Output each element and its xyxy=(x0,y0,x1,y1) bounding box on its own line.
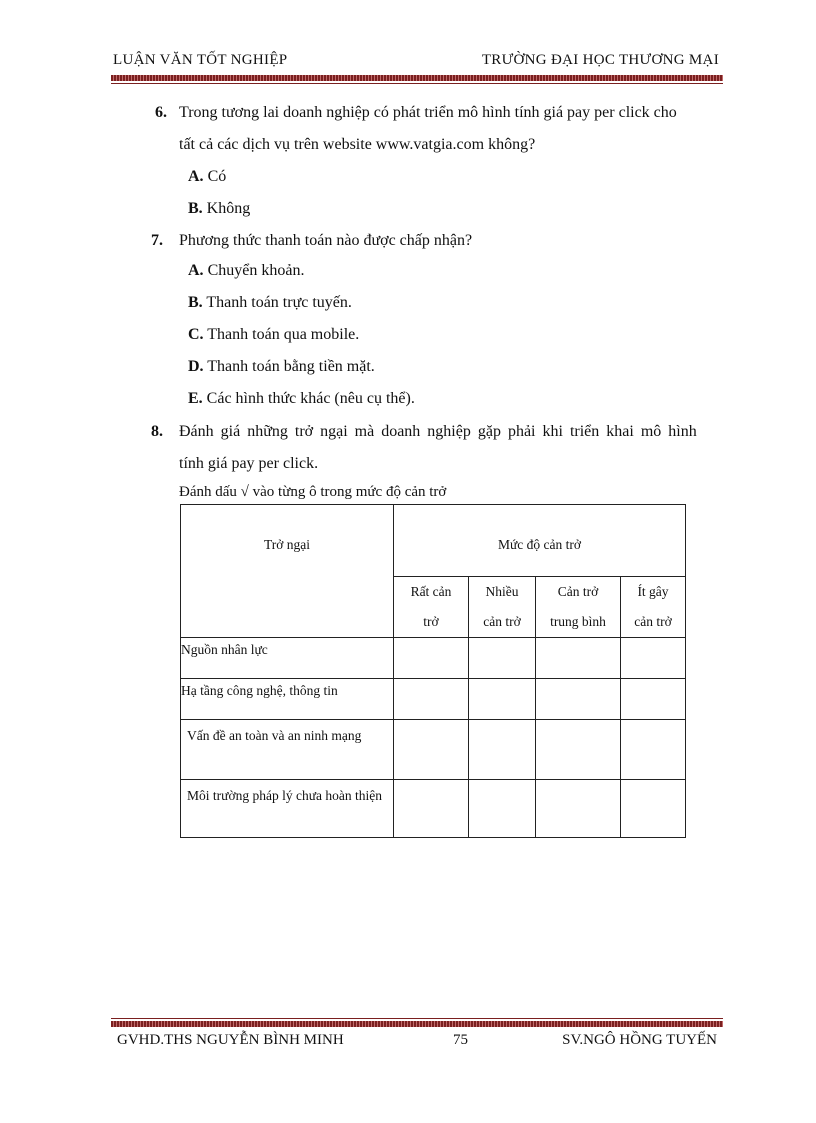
question-text-line1: Trong tương lai doanh nghiệp có phát triển mô hình tính giá pay per click cho xyxy=(179,104,677,121)
rating-cell[interactable] xyxy=(394,780,469,838)
rating-cell[interactable] xyxy=(394,679,469,720)
footer-divider xyxy=(111,1021,723,1027)
rating-cell[interactable] xyxy=(469,679,536,720)
option-text: Có xyxy=(203,168,227,185)
page-number: 75 xyxy=(453,1032,468,1048)
rating-cell[interactable] xyxy=(469,780,536,838)
option-text: Thanh toán bằng tiền mặt. xyxy=(203,358,375,375)
option-text: Thanh toán qua mobile. xyxy=(203,326,360,343)
table-row xyxy=(181,780,686,838)
header-level xyxy=(394,505,686,577)
header-level-label: Mức độ cản trở xyxy=(497,537,582,552)
row-label: Hạ tầng công nghệ, thông tin xyxy=(181,679,394,720)
footer-advisor: GVHD.THS NGUYỄN BÌNH MINH xyxy=(117,1032,344,1048)
option-e xyxy=(188,390,415,408)
header-university: TRƯỜNG ĐẠI HỌC THƯƠNG MẠI xyxy=(481,52,719,68)
header-obstacle xyxy=(181,505,394,638)
rating-cell[interactable] xyxy=(469,720,536,780)
question-text-line2: tính giá pay per click. xyxy=(179,455,319,472)
question-text-line1: Đánh giá những trở ngại mà doanh nghiệp gặp phải khi triển khai mô hình xyxy=(179,423,697,440)
row-label: Môi trường pháp lý chưa hoàn thiện xyxy=(181,780,394,838)
header-obstacle-label: Trở ngại xyxy=(263,537,311,552)
level-header-1: Rất cản trở xyxy=(394,577,469,638)
rating-cell[interactable] xyxy=(536,638,621,679)
option-text: Chuyển khoản. xyxy=(203,262,305,279)
question-number: 6. xyxy=(155,104,167,121)
option-letter: B. xyxy=(188,294,203,311)
question-number: 7. xyxy=(151,232,163,249)
table-row xyxy=(181,638,686,679)
footer-student: SV.NGÔ HỒNG TUYẾN xyxy=(562,1032,717,1048)
option-b xyxy=(188,200,250,218)
row-label: Vấn đề an toàn và an ninh mạng xyxy=(181,720,394,780)
question-text-line1: Phương thức thanh toán nào được chấp nhận? xyxy=(179,232,473,249)
header-thesis-title: LUẬN VĂN TỐT NGHIỆP xyxy=(113,52,288,68)
rating-cell[interactable] xyxy=(536,679,621,720)
rating-cell[interactable] xyxy=(394,720,469,780)
option-a xyxy=(188,168,226,186)
option-text: Các hình thức khác (nêu cụ thể). xyxy=(202,390,415,407)
question-number: 8. xyxy=(151,423,163,440)
table-instruction: Đánh dấu √ vào từng ô trong mức độ cản trở xyxy=(179,484,447,500)
option-b xyxy=(188,294,352,312)
rating-cell[interactable] xyxy=(394,638,469,679)
level-header-4: Ít gây cản trở xyxy=(621,577,686,638)
rating-cell[interactable] xyxy=(621,679,686,720)
option-c xyxy=(188,326,359,344)
option-letter: D. xyxy=(188,358,204,375)
level-header-2: Nhiều cản trở xyxy=(469,577,536,638)
level-header-3: Cản trở trung bình xyxy=(536,577,621,638)
rating-cell[interactable] xyxy=(621,720,686,780)
option-letter: E. xyxy=(188,390,203,407)
obstacle-rating-table xyxy=(180,504,686,838)
header-divider xyxy=(111,75,723,81)
question-text-line2: tất cả các dịch vụ trên website www.vatgia.com không? xyxy=(179,136,536,153)
rating-cell[interactable] xyxy=(536,780,621,838)
option-text: Thanh toán trực tuyến. xyxy=(202,294,352,311)
option-letter: C. xyxy=(188,326,204,343)
page-header xyxy=(113,52,719,74)
option-a xyxy=(188,262,304,280)
option-d xyxy=(188,358,375,376)
rating-cell[interactable] xyxy=(621,780,686,838)
option-letter: B. xyxy=(188,200,203,217)
option-text: Không xyxy=(202,200,251,217)
rating-cell[interactable] xyxy=(621,638,686,679)
rating-cell[interactable] xyxy=(469,638,536,679)
table-row xyxy=(181,720,686,780)
table-row xyxy=(181,679,686,720)
option-letter: A. xyxy=(188,168,204,185)
row-label: Nguồn nhân lực xyxy=(181,638,394,679)
rating-cell[interactable] xyxy=(536,720,621,780)
option-letter: A. xyxy=(188,262,204,279)
